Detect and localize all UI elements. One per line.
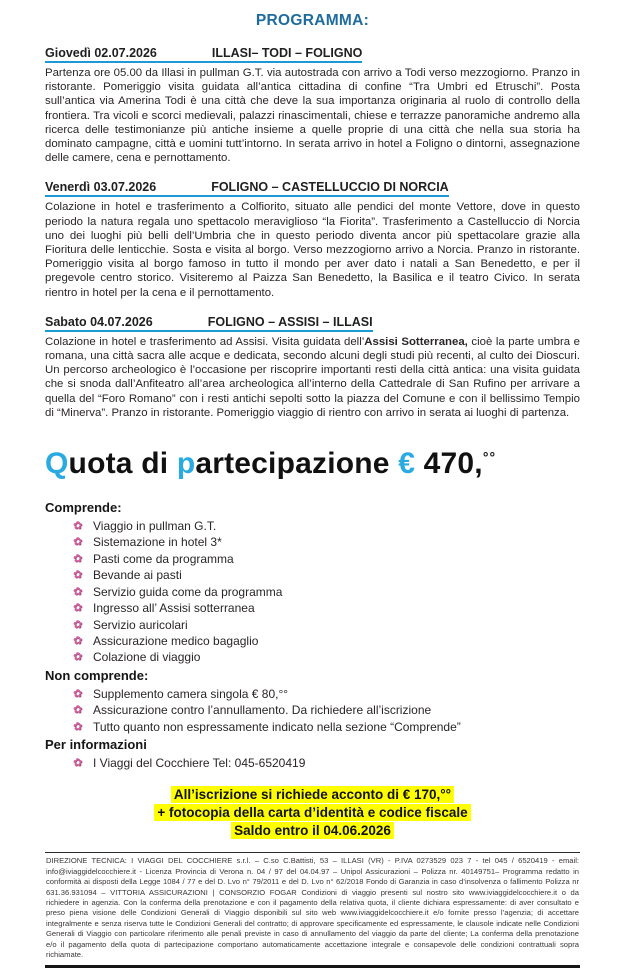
list-item	[45, 719, 580, 735]
flower-bullet-icon: ✿	[73, 634, 83, 647]
price-initial-p: p	[176, 447, 196, 481]
list-item-label: Ingresso all’ Assisi sotterranea	[93, 601, 255, 616]
day-description: Colazione in hotel e trasferimento a Colfiorito, situato alle pendici del monte Vettore, dove in questo periodo la natura regala uno spettacolo meraviglioso “la Fiorita”. Trasferimento a Castelluccio di Norcia uno dei luoghi più belli dell’Umbria che in questo periodo diventa ancor più spettacolare grazie alla Fioritura delle lenticchie. Sosta e visita al borgo. Verso mezzogiorno arrivo a Norcia. Pranzo in ristorante. Pomeriggio visita al borgo famoso in tutto il mondo per aver dato i natali a San Benedetto, e per il pregevole centro storico. Visiteremo al Paizza San Benedetto, la Basilica e il teatro Civico. In serata rientro in hotel per la cena e il pernottamento.	[45, 201, 580, 299]
list-item-label: Sistemazione in hotel 3*	[93, 535, 222, 550]
list-item	[45, 518, 580, 534]
list-item-label: Tutto quanto non espressamente indicato nella sezione “Comprende”	[93, 719, 461, 734]
flower-bullet-icon: ✿	[73, 552, 83, 565]
day-heading	[45, 315, 373, 332]
assisi-sotterranea-bold: Assisi Sotterranea,	[364, 335, 468, 348]
day-heading	[45, 46, 362, 63]
flower-bullet-icon: ✿	[73, 618, 83, 631]
flower-bullet-icon: ✿	[73, 602, 83, 615]
list-item-label: Assicurazione medico bagaglio	[93, 633, 259, 648]
flower-bullet-icon: ✿	[73, 520, 83, 533]
day-text-before-bold: Colazione in hotel e trasferimento ad Assisi. Visita guidata dell’	[45, 335, 365, 348]
flower-bullet-icon: ✿	[73, 720, 83, 733]
comprende-label: Comprende:	[45, 500, 122, 516]
participation-fee-headline	[45, 447, 580, 481]
flower-bullet-icon: ✿	[73, 651, 83, 664]
day-description	[45, 335, 580, 420]
list-item	[45, 755, 580, 771]
day-text-after-bold: cioè la parte umbra e romana, una città sacra alle acque e dedicata, secondo alcuni degli studi più recenti, al culto dei Dioscuri. Un percorso archeologico è l’occasione per riscoprire importanti resti della città antica: una visita guidata che si snoda dall’Anfiteatro all’area archeologica all’interno della Cattedrale di San Rufino per arrivare a quella del “Foro Romano” con i resti antichi sepolti sotto la piazza del Comune e con il bellissimo Tempio di “Minerva”. Pranzo in ristorante. Pomeriggio viaggio di rientro con arrivo in serata ai luoghi di partenza.	[45, 335, 580, 419]
list-item	[45, 584, 580, 600]
price-text: uota di	[68, 447, 177, 481]
price-text: artecipazione	[195, 447, 399, 481]
deposit-line-2: + fotocopia della carta d’identità e codice fiscale	[154, 804, 470, 821]
info-label: Per informazioni	[45, 736, 147, 752]
legal-footer	[45, 852, 580, 968]
list-item	[45, 649, 580, 665]
legal-footer-text: DIREZIONE TECNICA: I VIAGGI DEL COCCHIERE s.r.l. – C.so C.Battisti, 53 – ILLASI (VR) - P.IVA 0273529 023 7 - tel 045 / 6520419 - email: info@iviaggidelcocchiere.it - Licenza Provincia di Verona n. 04 / 97 del 04.04.97 – Unipol Assicurazioni – Polizza nr. 40149751– Programma redatto in conformità ai disposti della Legge 1084 / 77 e del D. Lvo n° 79/2011 e del D. Lvo n° 62/2018 Fondo di Garanzia in caso d’insolvenza o fallimento Polizza nr 631.36.931094 – VITTORIA ASSICURAZIONI | CONSORZIO FOGAR Condizioni di viaggio presenti sul nostro sito www.iviaggidelcocchiere.it o da richiedere in agenzia. Con la conferma della prenotazione e con il pagamento della relativa quota, il cliente dichiara espressamente: di aver consultato e preso piena visione delle Condizioni Generali di Viaggio disponibili sul sito web www.iviaggidelcocchiere.it e/o fornite presso l’agenzia; di accettare integralmente e senza riserva tutte le Condizioni Generali del contratto; di approvare specificamente ed espressamente, le clausole indicate nelle Condizioni Generali di Viaggio con particolare riferimento alle penali previste in caso di annullamento del viaggio da parte del cliente; La conferma della prenotazione e/o il pagamento della quota di partecipazione comportano automaticamente accettazione integrale e consapevole delle condizioni contrattuali sopra richiamate.	[46, 856, 579, 959]
flower-bullet-icon: ✿	[73, 704, 83, 717]
deposit-notice	[45, 786, 580, 840]
list-item	[45, 600, 580, 616]
list-item	[45, 534, 580, 550]
agency-contact: I Viaggi del Cocchiere Tel: 045-6520419	[93, 755, 306, 770]
list-item	[45, 617, 580, 633]
list-item	[45, 551, 580, 567]
list-item-label: Servizio auricolari	[93, 617, 188, 632]
flower-bullet-icon: ✿	[73, 536, 83, 549]
day-date: Giovedì 02.07.2026	[45, 46, 157, 60]
day-date: Sabato 04.07.2026	[45, 314, 153, 329]
flower-bullet-icon: ✿	[73, 569, 83, 582]
non-comprende-label: Non comprende:	[45, 667, 149, 683]
list-item-label: Supplemento camera singola € 80,°°	[93, 686, 289, 701]
list-item-label: Bevande ai pasti	[93, 568, 182, 583]
deposit-line-3: Saldo entro il 04.06.2026	[231, 822, 394, 839]
comprende-list	[45, 518, 580, 666]
day-section-sabato	[45, 313, 580, 420]
day-description: Partenza ore 05.00 da Illasi in pullman G.T. via autostrada con arrivo a Todi verso mezzogiorno. Pranzo in ristorante. Pomeriggio visita guidata all’antica cittadina di confine “Tra Umbri ed Etruschi”. Posta sull’antica via Amerina Todi è una città che deve la sua importanza originaria al ruolo di controllo della frontiera. Tra vicoli e scorci medievali, palazzi rinascimentali, chiese e terrazze panoramiche andremo alla ricerca delle testimonianze più antiche insieme a quelle proprie di una città che nella sua storia ha dominato campagne, città e uomini tutt’intorno. In serata arrivo in hotel a Foligno o dintorni, assegnazione delle camere, cena e pernottamento.	[45, 67, 580, 165]
price-cents-superscript: °°	[482, 449, 497, 466]
day-section-venerdi	[45, 178, 580, 299]
flower-bullet-icon: ✿	[73, 756, 83, 769]
list-item	[45, 567, 580, 583]
day-heading	[45, 180, 449, 197]
list-item-label: Pasti come da programma	[93, 551, 234, 566]
day-route: ILLASI– TODI – FOLIGNO	[211, 46, 363, 60]
list-item-label: Colazione di viaggio	[93, 650, 201, 665]
page-title: PROGRAMMA:	[255, 12, 370, 29]
list-item-label: Viaggio in pullman G.T.	[93, 519, 217, 534]
non-comprende-list	[45, 686, 580, 735]
flower-bullet-icon: ✿	[73, 585, 83, 598]
day-section-giovedi	[45, 44, 580, 165]
list-item-label: Servizio guida come da programma	[93, 584, 283, 599]
flower-bullet-icon: ✿	[73, 687, 83, 700]
day-route: FOLIGNO – ASSISI – ILLASI	[207, 314, 373, 329]
list-item	[45, 686, 580, 702]
day-date: Venerdì 03.07.2026	[45, 180, 157, 195]
price-amount: 470,	[415, 447, 483, 481]
list-item-label: Assicurazione contro l’annullamento. Da richiedere all’iscrizione	[93, 703, 432, 718]
euro-sign: €	[398, 447, 416, 481]
info-list	[45, 755, 580, 771]
deposit-line-1: All’iscrizione si richiede acconto di € 170,°°	[171, 786, 454, 803]
price-initial-q: Q	[45, 447, 69, 481]
day-route: FOLIGNO – CASTELLUCCIO DI NORCIA	[211, 180, 449, 195]
list-item	[45, 702, 580, 718]
list-item	[45, 633, 580, 649]
